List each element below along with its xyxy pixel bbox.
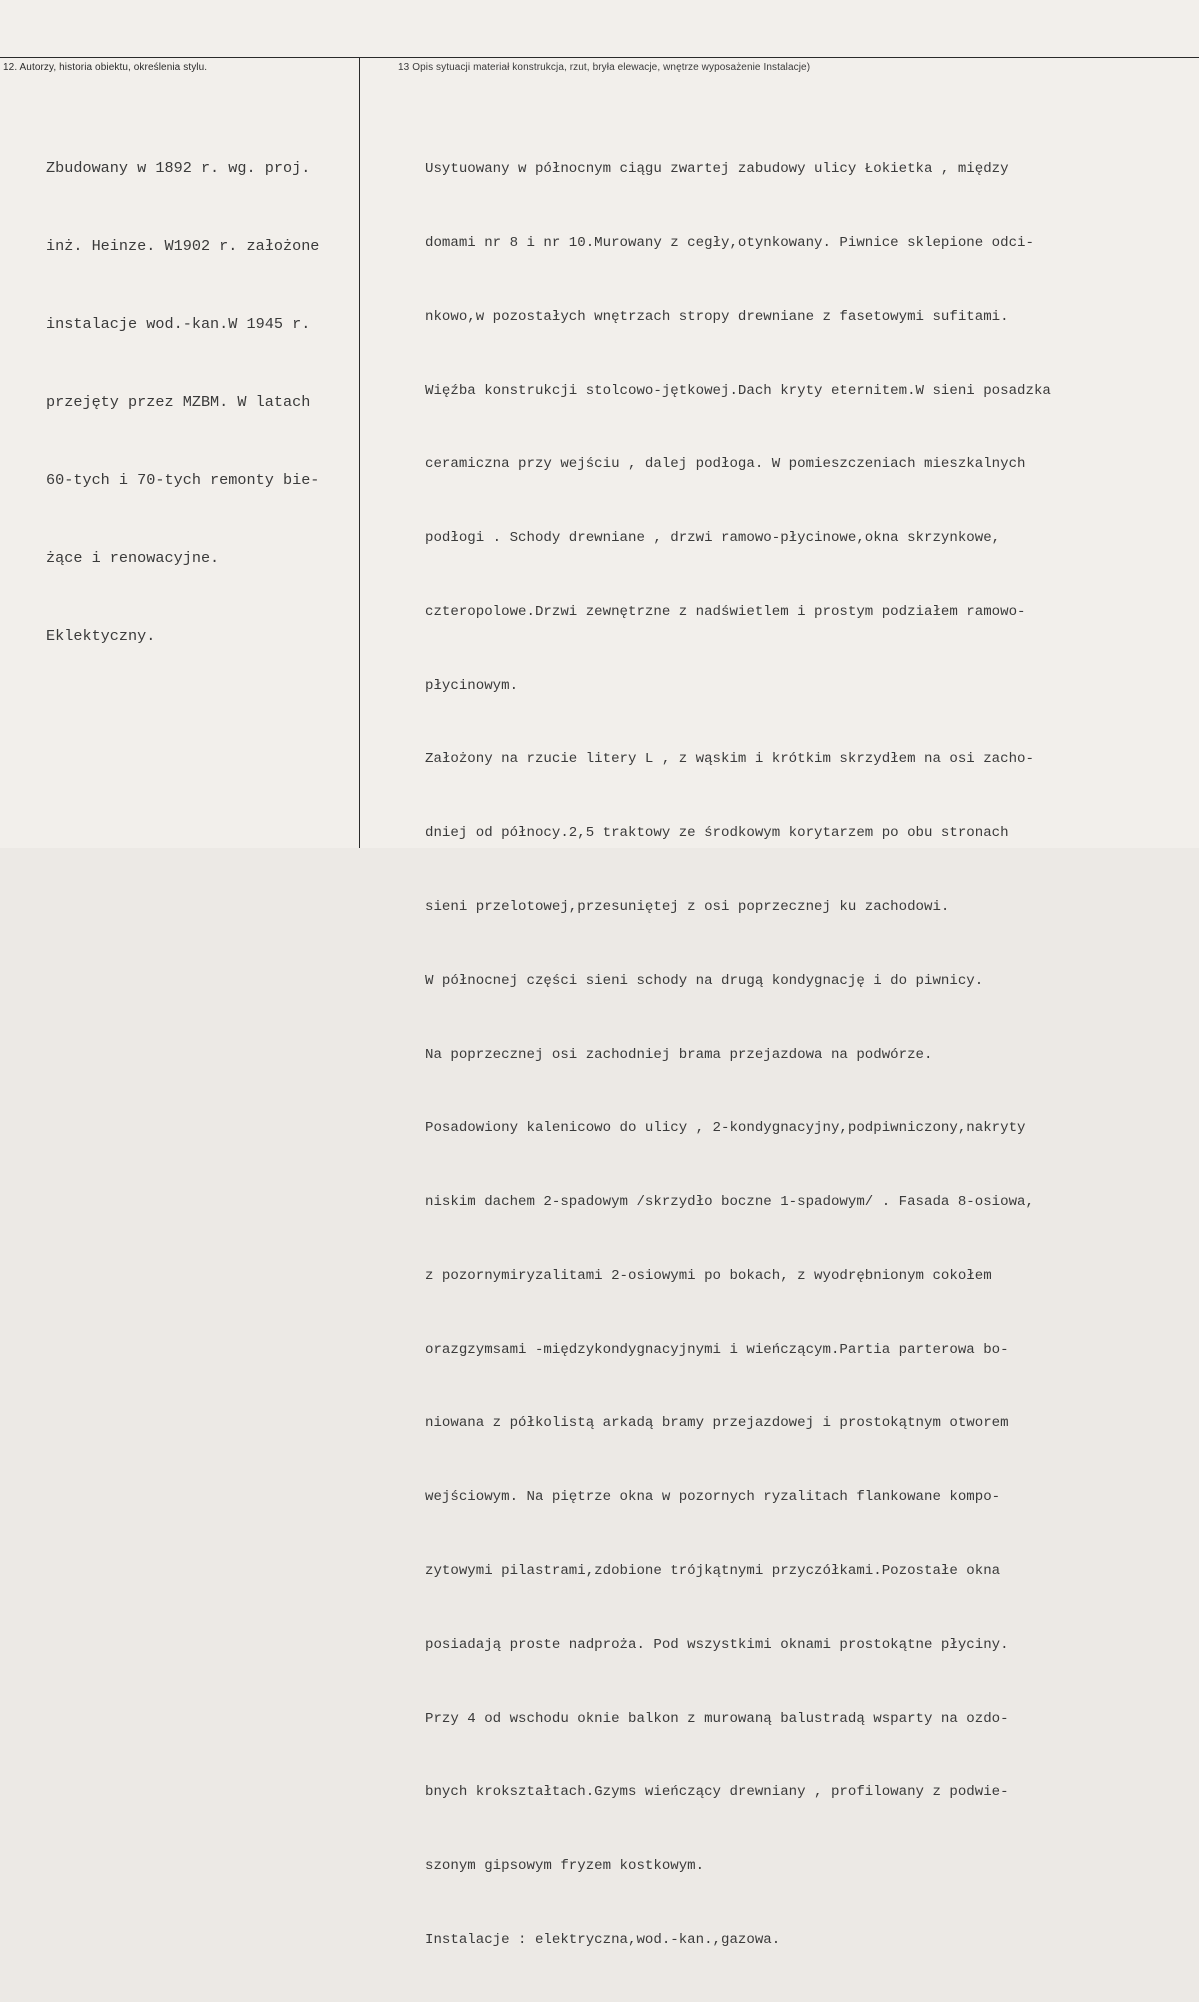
text-line: Więźba konstrukcji stolcowo-jętkowej.Dach kryty eternitem.W sieni posadzka	[425, 382, 1051, 399]
text-line: Instalacje : elektryczna,wod.-kan.,gazowa.	[425, 1931, 781, 1948]
text-line: płycinowym.	[425, 677, 519, 694]
text-line: domami nr 8 i nr 10.Murowany z cegły,otynkowany. Piwnice sklepione odci-	[425, 234, 1034, 251]
text-line: wejściowym. Na piętrze okna w pozornych ryzalitach flankowane kompo-	[425, 1489, 1001, 1506]
column-divider	[359, 57, 360, 848]
section-13-heading: 13 Opis sytuacji materiał konstrukcja, rzut, bryła elewacje, wnętrze wyposażenie Instalacje)	[398, 62, 811, 73]
text-line: przejęty przez MZBM. W latach	[46, 393, 311, 411]
text-line: z pozornymiryzalitami 2-osiowymi po bokach, z wyodrębnionym cokołem	[425, 1267, 992, 1284]
history-text	[46, 103, 319, 701]
text-line: instalacje wod.-kan.W 1945 r.	[46, 315, 311, 333]
text-line: posiadają proste nadproża. Pod wszystkimi oknami prostokątne płyciny.	[425, 1636, 1009, 1653]
text-line: zytowymi pilastrami,zdobione trójkątnymi przyczółkami.Pozostałe okna	[425, 1563, 1001, 1580]
text-line: nkowo,w pozostałych wnętrzach stropy drewniane z fasetowymi sufitami.	[425, 308, 1009, 325]
description-text	[425, 108, 1051, 2002]
text-line: Na poprzecznej osi zachodniej brama przejazdowa na podwórze.	[425, 1046, 933, 1063]
text-line: podłogi . Schody drewniane , drzwi ramowo-płycinowe,okna skrzynkowe,	[425, 530, 1001, 547]
text-line: sieni przelotowej,przesuniętej z osi poprzecznej ku zachodowi.	[425, 899, 950, 915]
text-line: czteropolowe.Drzwi zewnętrzne z nadświetlem i prostym podziałem ramowo-	[425, 603, 1026, 620]
text-line: 60-tych i 70-tych remonty bie-	[46, 471, 320, 489]
text-line: inż. Heinze. W1902 r. założone	[46, 237, 320, 255]
text-line: Posadowiony kalenicowo do ulicy , 2-kondygnacyjny,podpiwniczony,nakryty	[425, 1120, 1026, 1137]
text-line: niowana z półkolistą arkadą bramy przejazdowej i prostokątnym otworem	[425, 1415, 1009, 1432]
text-line: W północnej części sieni schody na drugą kondygnację i do piwnicy.	[425, 972, 984, 989]
text-line: bnych krokształtach.Gzyms wieńczący drewniany , profilowany z podwie-	[425, 1784, 1009, 1801]
text-line: ceramiczna przy wejściu , dalej podłoga. W pomieszczeniach mieszkalnych	[425, 456, 1026, 473]
text-line: żące i renowacyjne.	[46, 549, 220, 567]
text-line: Zbudowany w 1892 r. wg. proj.	[46, 159, 311, 177]
text-line: szonym gipsowym fryzem kostkowym.	[425, 1858, 705, 1875]
text-line: Założony na rzucie litery L , z wąskim i krótkim skrzydłem na osi zacho-	[425, 751, 1034, 768]
text-line: Eklektyczny.	[46, 627, 156, 645]
text-line: niskim dachem 2-spadowym /skrzydło boczne 1-spadowym/ . Fasada 8-osiowa,	[425, 1194, 1034, 1211]
text-line: Przy 4 od wschodu oknie balkon z murowaną balustradą wsparty na ozdo-	[425, 1710, 1009, 1727]
text-line: orazgzymsami -międzykondygnacyjnymi i wieńczącym.Partia parterowa bo-	[425, 1341, 1009, 1358]
header-rule	[0, 57, 1199, 58]
section-12-heading: 12. Autorzy, historia obiektu, określenia stylu.	[3, 62, 208, 73]
text-line: Usytuowany w północnym ciągu zwartej zabudowy ulicy Łokietka , między	[425, 161, 1009, 178]
text-line: dniej od północy.2,5 traktowy ze środkowym korytarzem po obu stronach	[425, 825, 1009, 842]
